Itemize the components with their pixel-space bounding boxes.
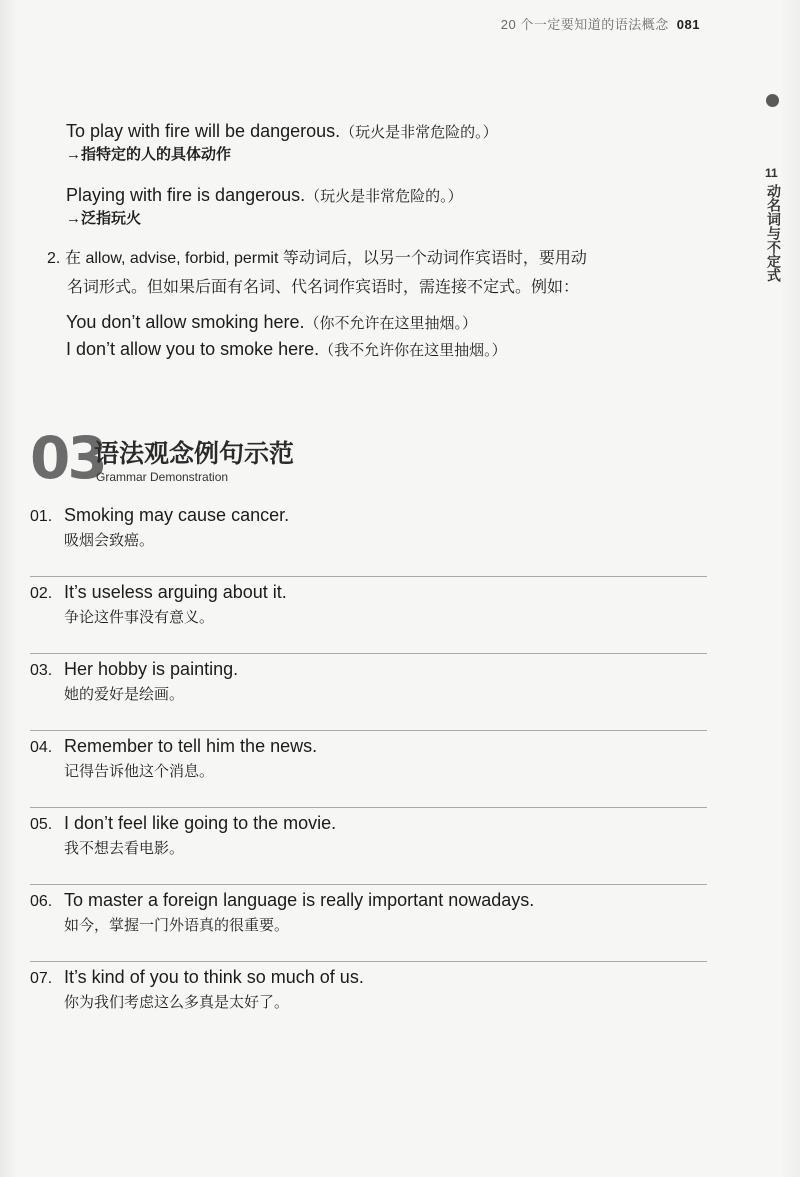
demo-english: I don’t feel like going to the movie. xyxy=(64,813,337,833)
demo-chinese: 争论这件事没有意义。 xyxy=(64,609,215,626)
demo-item xyxy=(30,962,707,1039)
running-header xyxy=(501,14,700,33)
demo-number: 06. xyxy=(30,893,53,910)
rule-text-line2: 名词形式。但如果后面有名词、代名词作宾语时，需连接不定式。例如： xyxy=(67,279,580,296)
demo-number: 01. xyxy=(30,508,53,525)
demo-english: Her hobby is painting. xyxy=(64,659,239,679)
demo-number: 05. xyxy=(30,816,53,833)
example-block-1 xyxy=(66,119,498,166)
demo-item xyxy=(30,577,707,654)
example-note: →泛指玩火 xyxy=(66,210,142,227)
side-tab-number: 11 xyxy=(765,166,778,180)
section-title: 语法观念例句示范 xyxy=(94,440,295,468)
section-number: 03 xyxy=(30,424,105,492)
example-zh: （我不允许你在这里抽烟。） xyxy=(319,342,507,359)
section-subtitle: Grammar Demonstration xyxy=(96,470,229,484)
example-en: To play with fire will be dangerous. xyxy=(66,121,341,141)
rule-text-line1: 在 allow, advise, forbid, permit 等动词后，以另一个动词作宾语时，要用动 xyxy=(65,250,587,267)
demo-chinese: 她的爱好是绘画。 xyxy=(64,686,185,703)
demo-english: To master a foreign language is really important nowadays. xyxy=(64,890,535,910)
demo-number: 03. xyxy=(30,662,53,679)
demo-chinese: 吸烟会致癌。 xyxy=(64,532,155,549)
demo-chinese: 记得告诉他这个消息。 xyxy=(64,763,215,780)
demonstration-list xyxy=(30,500,707,1039)
rule-2-examples xyxy=(66,309,507,363)
demo-english: It’s kind of you to think so much of us. xyxy=(64,967,364,987)
demo-english: Remember to tell him the news. xyxy=(64,736,318,756)
demo-chinese: 你为我们考虑这么多真是太好了。 xyxy=(64,994,290,1011)
page-number: 081 xyxy=(676,17,700,32)
demo-number: 04. xyxy=(30,739,53,756)
demo-item xyxy=(30,500,707,577)
example-zh: （玩火是非常危险的。） xyxy=(305,188,463,205)
demo-item xyxy=(30,808,707,885)
grammar-rule-2 xyxy=(47,244,687,302)
example-en: Playing with fire is dangerous. xyxy=(66,185,306,205)
side-tab-dot xyxy=(766,94,779,107)
example-en: You don’t allow smoking here. xyxy=(66,312,305,332)
example-block-2 xyxy=(66,183,463,230)
example-en: I don’t allow you to smoke here. xyxy=(66,339,320,359)
example-note: →指特定的人的具体动作 xyxy=(66,146,232,163)
rule-number: 2. xyxy=(47,250,61,267)
demo-number: 02. xyxy=(30,585,53,602)
demo-english: It’s useless arguing about it. xyxy=(64,582,287,602)
demo-item xyxy=(30,731,707,808)
side-tab-label: 动名词与不定式 xyxy=(766,184,782,282)
demo-item xyxy=(30,885,707,962)
demo-chinese: 如今，掌握一门外语真的很重要。 xyxy=(64,917,290,934)
header-title: 20 个一定要知道的语法概念 xyxy=(500,17,669,32)
demo-item xyxy=(30,654,707,731)
demo-number: 07. xyxy=(30,970,53,987)
demo-english: Smoking may cause cancer. xyxy=(64,505,290,525)
example-zh: （你不允许在这里抽烟。） xyxy=(304,315,477,332)
demo-chinese: 我不想去看电影。 xyxy=(64,840,185,857)
example-zh: （玩火是非常危险的。） xyxy=(340,124,498,141)
